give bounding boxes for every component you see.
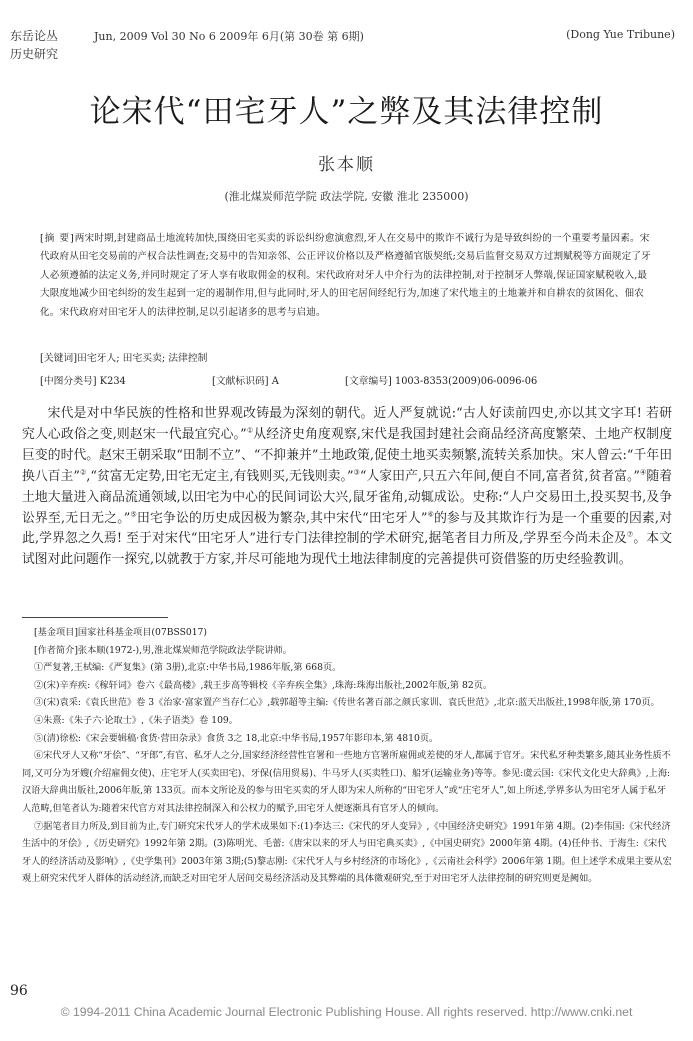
- article-id-value: 1003-8353(2009)06-0096-06: [394, 376, 538, 387]
- journal-section: 历史研究: [10, 47, 59, 61]
- footnote-2: ②(宋)辛弃疾:《稼轩词》卷六《最高楼》,载王步高等辑校《辛弃疾全集》,珠海:珠海出版社,2002年版,第 82页。: [34, 679, 493, 691]
- classification-value: K234: [99, 376, 126, 387]
- footnote-1: ①严复著,王栻编:《严复集》(第 3册),北京:中华书局,1986年版,第 668页。: [34, 662, 342, 674]
- article-id-label: [文章编号]: [345, 376, 392, 387]
- article-title: 论宋代“田宅牙人”之弊及其法律控制: [89, 94, 604, 130]
- journal-name: 东岳论丛: [10, 29, 59, 43]
- document-code-label: [文献标识码]: [212, 376, 269, 387]
- footnote-3: ③(宋)袁采:《袁氏世范》卷 3《治家·富家置产当存仁心》,载郭超等主编:《传世名著百部之颜氏家训、袁氏世范》,北京:蓝天出版社,1998年版,第 170页。: [34, 697, 660, 709]
- footnote-6: ⑥宋代牙人又称“牙侩”、“牙郎”,有官、私牙人之分,国家经济经营性官署和一些地方官署所雇佣或差使的牙人,都属于官牙。宋代私牙种类繁多,随其业务性质不同,又可分为牙嫂(介绍雇佣女使)、庄宅牙人(买卖田宅)、牙保(信用贸易)、牛马牙人(买卖牲口)、船牙(运输业务)等等。参见:虞云国:《宋代文化史大辞典》,上海:汉语大辞典出版社,2006年版,第 133页。而本文所论及的参与田宅买卖的牙人即为宋人所称的“田宅牙人”或“庄宅牙人”,如上所述,学界多认为田宅牙人属于私牙人范畴,但笔者认为:随着宋代官方对其法律控制深入和公权力的赋予,田宅牙人便逐渐具有官牙人的倾向。: [22, 750, 671, 814]
- journal-english-name: (Dong Yue Tribune): [566, 28, 675, 41]
- footnote-5: ⑤(清)徐松:《宋会要辑稿·食货·营田杂录》食货 3之 18,北京:中华书局,1957年影印本,第 4810页。: [34, 732, 439, 744]
- document-code-value: A: [271, 376, 279, 387]
- footnote-fund: [基金项目]国家社科基金项目(07BSS017): [34, 627, 207, 638]
- abstract-text: 两宋时期,封建商品土地流转加快,围绕田宅买卖的诉讼纠纷愈演愈烈,牙人在交易中的欺诈不诚行为是导致纠纷的一个重要考量因素。宋代政府从田宅交易前的产权合法性调查;交易中的告知亲邻、公正评议价格以及严格遵循官版契纸;交易后监督交易双方过割赋税等方面规定了牙人必须遵循的法定义务,并同时规定了牙人享有收取佣金的权利。宋代政府对牙人中介行为的法律控制,对于控制牙人弊端,保证国家赋税收入,最大限度地减少田宅纠纷的发生起到一定的遏制作用,但与此同时,牙人的田宅居间经纪行为,加速了宋代地主的土地兼并和自耕农的贫困化、佃农化。宋代政府对田宅牙人的法律控制,足以引起诸多的思考与启迪。: [40, 233, 651, 318]
- page-number: 96: [10, 983, 28, 999]
- body-paragraph: 宋代是对中华民族的性格和世界观改铸最为深刻的朝代。近人严复就说:“古人好读前四史,亦以其文字耳! 若研究人心政俗之变,则赵宋一代最宜究心。”①从经济史角度观察,宋代是我国封建社会商品经济高度繁荣、土地产权制度巨变的时代。赵宋王朝采取“田制不立”、“不抑兼并”土地政策,促使土地买卖频繁,流转关系加快。宋人曾云:“千年田换八百主”②,“贫富无定势,田宅无定主,有钱则买,无钱则卖。”③“人家田产,只五六年间,便自不同,富者贫,贫者富。”④随着土地大量进入商品流通领域,以田宅为中心的民间词讼大兴,鼠牙雀角,动辄成讼。史称:“人户交易田土,投买契书,及争讼界至,无日无之。”⑤田宅争讼的历史成因极为繁杂,其中宋代“田宅牙人”⑥的参与及其欺诈行为是一个重要的因素,对此,学界忽之久焉! 至于对宋代“田宅牙人”进行专门法律控制的学术研究,据笔者目力所及,学界至今尚未企及⑦。本文试图对此问题作一探究,以就教于方家,并尽可能地为现代土地法律制度的完善提供可资借鉴的历史经验教训。: [22, 406, 673, 568]
- issue-info: Jun, 2009 Vol 30 No 6 2009年 6月(第 30卷 第 6期): [94, 30, 364, 43]
- copyright-footer: © 1994-2011 China Academic Journal Electronic Publishing House. All rights reserved. http://www.cnki.net: [60, 1005, 633, 1019]
- classification-label: [中图分类号]: [40, 376, 97, 387]
- footnote-divider: [22, 617, 168, 618]
- keywords: 田宅牙人; 田宅买卖; 法律控制: [77, 353, 208, 364]
- keywords-line: [40, 350, 207, 364]
- footnote-7: ⑦据笔者目力所及,到目前为止,专门研究宋代牙人的学术成果如下:(1)李达三:《宋代的牙人变异》,《中国经济史研究》1991年第 4期。(2)李伟国:《宋代经济生活中的牙侩》,《历史研究》1992年第 2期。(3)陈明光、毛蕾:《唐宋以来的牙人与田宅典买卖》,《中国史研究》2000年第 4期。(4)任仲书、于海生:《宋代牙人的经济活动及影响》,《史学集刊》2003年第 3期;(5)黎志刚:《宋代牙人与乡村经济的市场化》,《云南社会科学》2006年第 1期。但上述学术成果主要从宏观上研究宋代牙人群体的活动经济,而缺乏对田宅牙人居间交易经济活动及其弊端的具体微观研究,至于对田宅牙人法律控制的研究则更是阙如。: [22, 820, 672, 885]
- footnotes: [22, 624, 672, 888]
- footnote-author: [作者简介]张本顺(1972-),男,淮北煤炭师范学院政法学院讲师。: [34, 644, 292, 656]
- author-affiliation: (淮北煤炭师范学院 政法学院, 安徽 淮北 235000): [224, 190, 469, 203]
- abstract: [40, 230, 653, 322]
- footnote-4: ④朱熹:《朱子六·论取士》,《朱子语类》卷 109。: [34, 714, 238, 726]
- document-code: [212, 373, 279, 387]
- author-name: 张本顺: [318, 155, 375, 175]
- keywords-label: [关键词]: [40, 353, 78, 364]
- classification-number: [40, 373, 126, 387]
- body-text: [22, 404, 672, 571]
- article-id: [345, 373, 537, 387]
- abstract-label: [摘 要]: [40, 233, 75, 244]
